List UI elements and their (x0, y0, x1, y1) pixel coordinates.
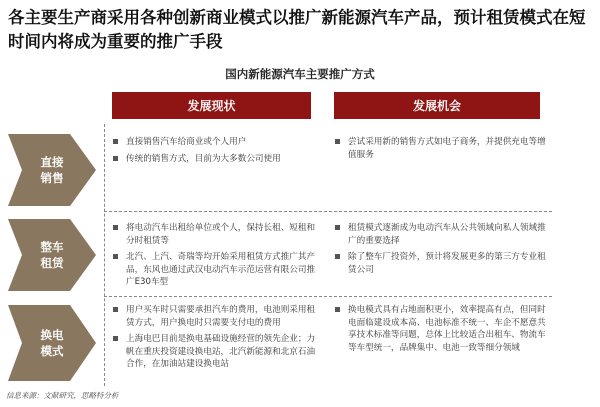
list-item: 北汽、上汽、奇瑞等均开始采用租赁方式推广其产品，东风也通过武汉电动汽车示范运营有限公司推广E30车型 (112, 251, 318, 289)
header-opportunity: 发展机会 (334, 92, 540, 119)
list-item: 换电模式具有占地面积更小，效率提高有点，但同时电面临建设成本高、电池标准不统一、车企不愿意共享技术标准等问题，总体上比较适合出租车、物流车等车型统一，品牌集中、电池一致等细分领域 (334, 304, 546, 354)
list-item: 尝试采用新的销售方式如电子商务，并提供充电等增值服务 (334, 136, 546, 161)
row-label-text: 换电模式 (40, 328, 64, 358)
row-label-direct-sales (8, 134, 96, 206)
cell-battery-swap-current (112, 304, 318, 375)
page-title: 各主要生产商采用各种创新商业模式以推广新能源汽车产品，预计租赁模式在短时间内将成为重要的推广手段 (8, 8, 586, 51)
row-label-battery-swap (8, 305, 96, 381)
cell-direct-sales-opportunity (334, 136, 546, 165)
cell-vehicle-leasing-opportunity (334, 222, 546, 280)
source-note: 信息来源：文献研究，思略特分析 (6, 391, 119, 400)
list-item: 除了整车厂投资外，预计将发展更多的第三方专业租赁公司 (334, 251, 546, 276)
list-item: 传统的销售方式，目前为大多数公司使用 (112, 153, 318, 166)
row-label-text: 直接销售 (40, 155, 64, 185)
list-item: 直接销售汽车给商业或个人用户 (112, 136, 318, 149)
cell-direct-sales-current (112, 136, 318, 169)
cell-vehicle-leasing-current (112, 222, 318, 293)
row-divider-1 (104, 211, 552, 212)
cell-battery-swap-opportunity (334, 304, 546, 358)
vertical-divider (104, 124, 105, 386)
list-item: 租赁模式逐渐成为电动汽车从公共领域向私人领域推广的重要选择 (334, 222, 546, 247)
row-label-vehicle-leasing (8, 219, 96, 291)
diagram-subtitle: 国内新能源汽车主要推广方式 (225, 67, 375, 81)
row-label-text: 整车租赁 (40, 240, 64, 270)
list-item: 用户买车时只需要承担汽车的费用，电池则采用租赁方式，用户换电时只需要支付电的费用 (112, 304, 318, 329)
row-divider-2 (104, 296, 552, 297)
list-item: 将电动汽车出租给单位或个人，保持长租、短租和分时租赁等 (112, 222, 318, 247)
list-item: 上海电巴目前是换电基础设施经营的领先企业；力帆在重庆投资建设换电站，北汽新能源和北京石油合作，在加油站建设换电站 (112, 333, 318, 371)
header-current-status: 发展现状 (112, 92, 311, 119)
